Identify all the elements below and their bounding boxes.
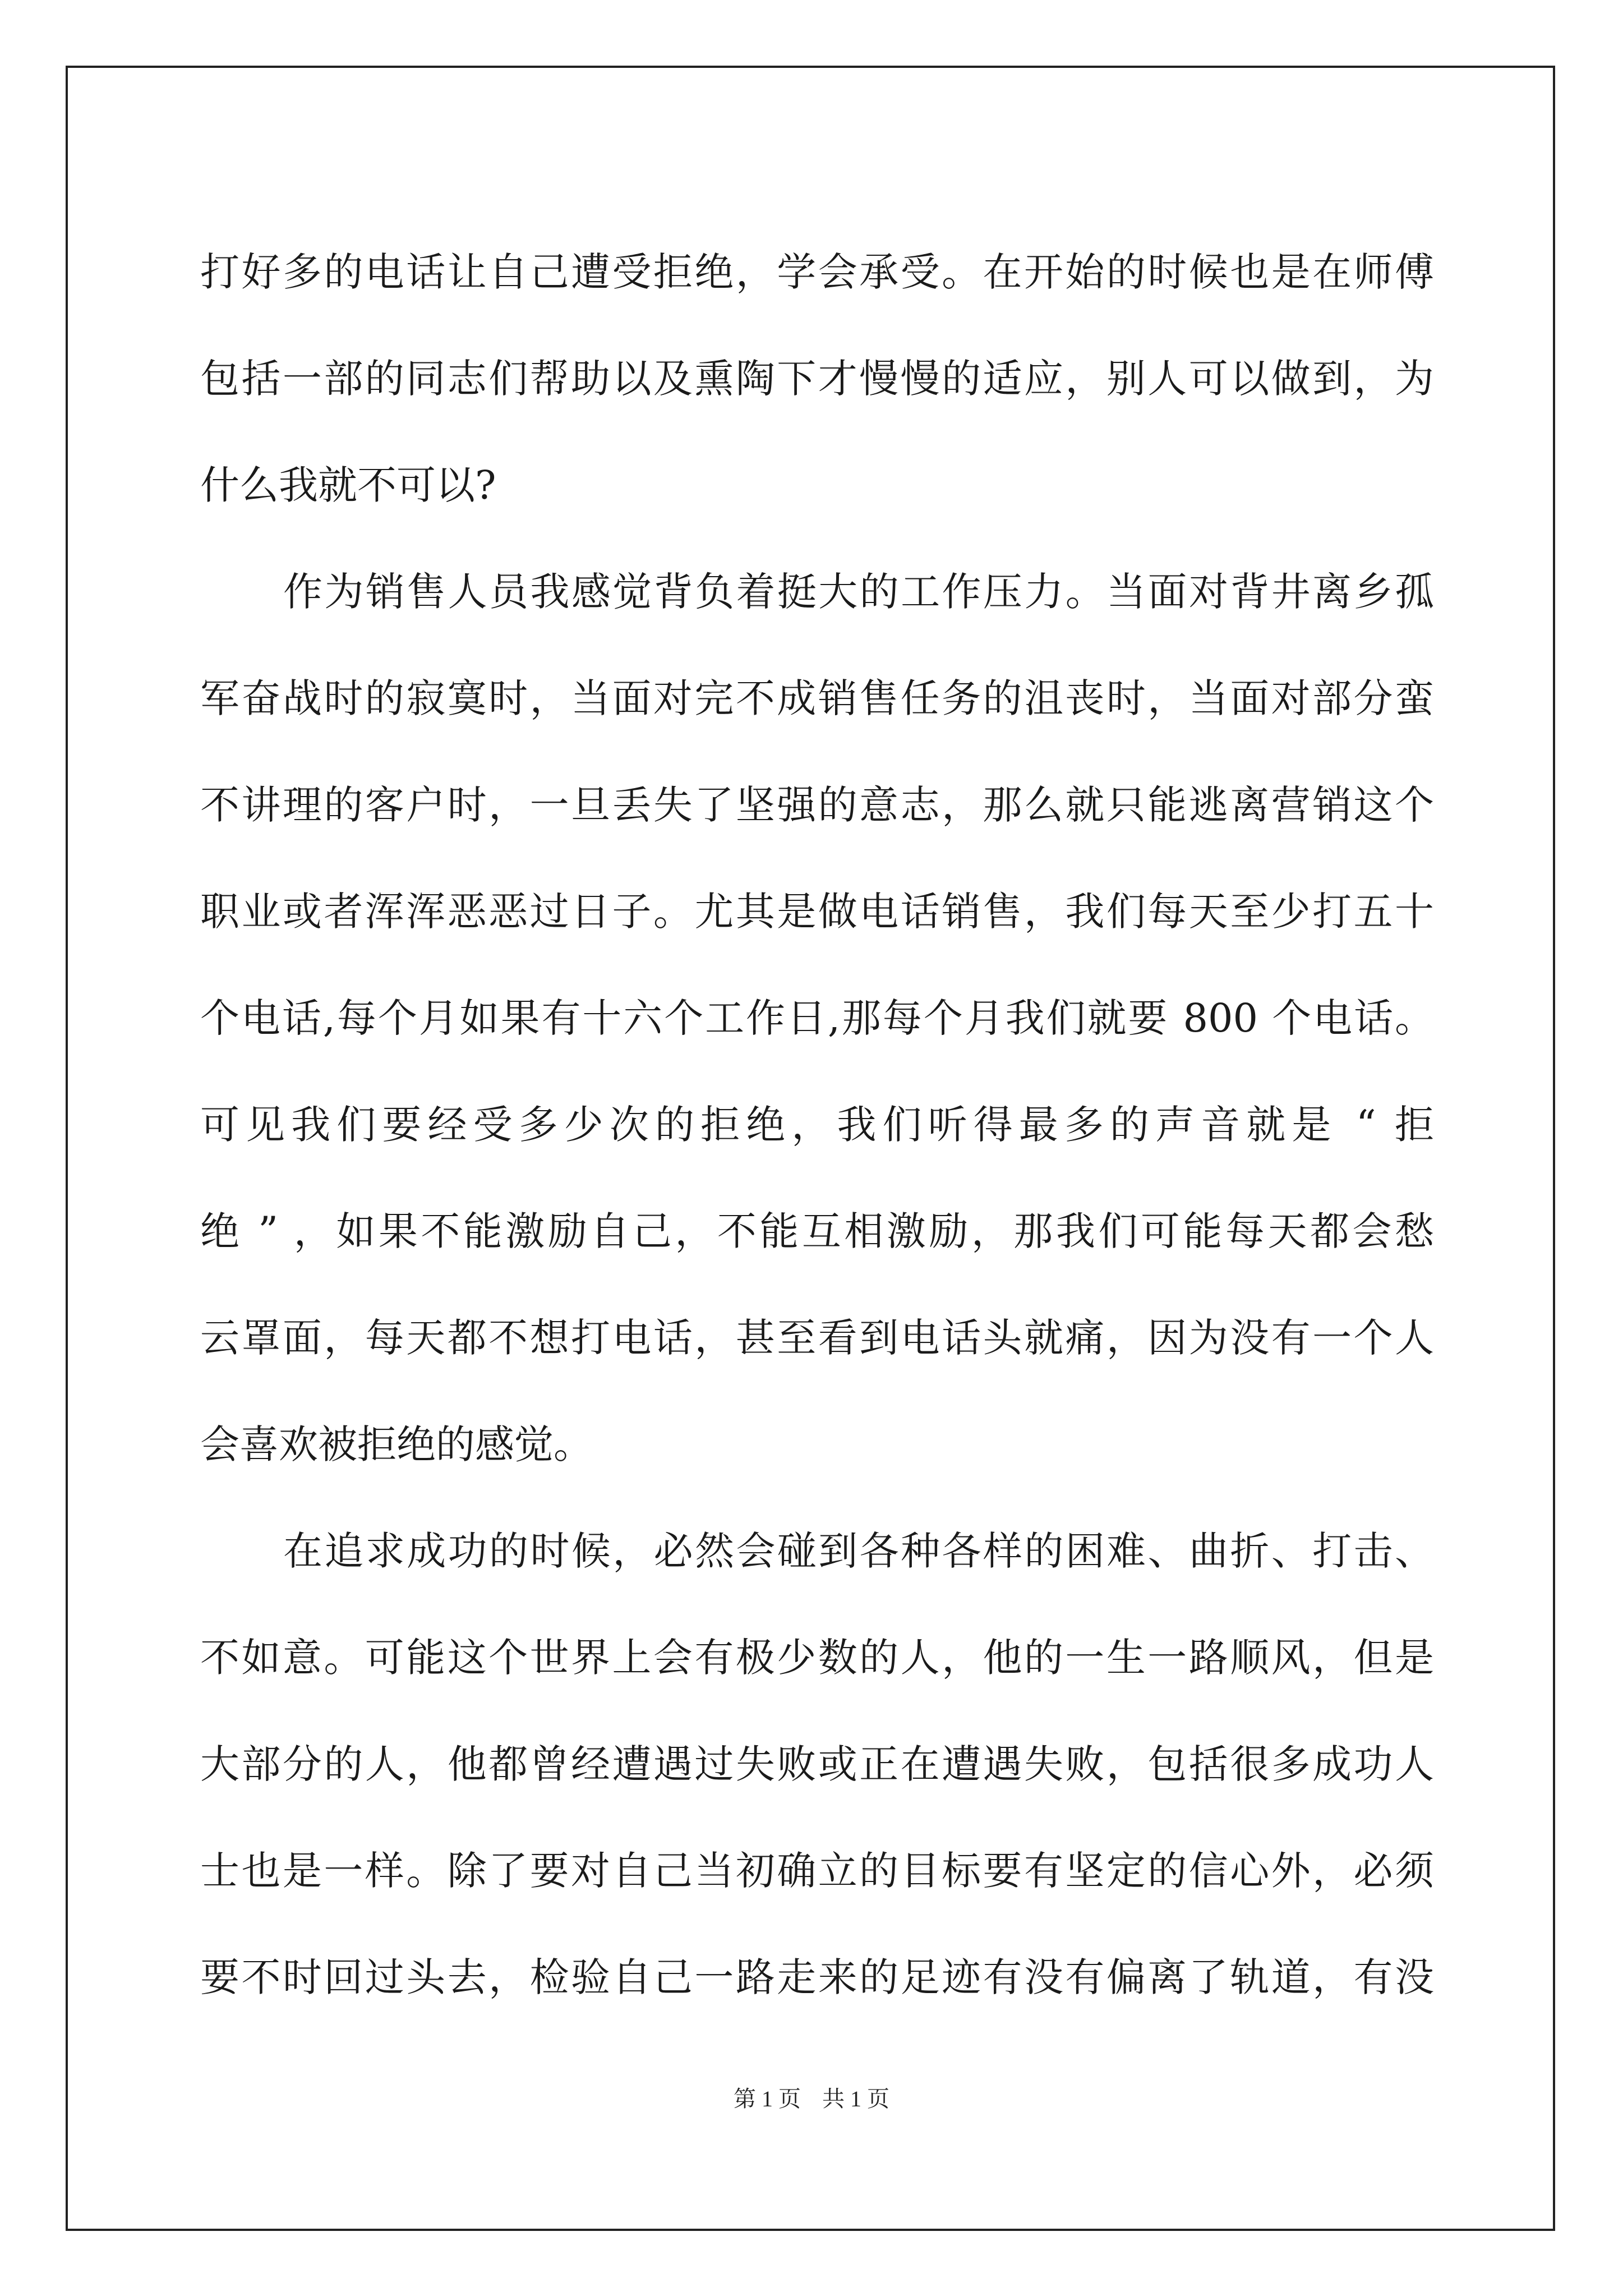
text-line: 大部分的人，他都曾经遭遇过失败或正在遭遇失败，包括很多成功人 [200, 1741, 1434, 1787]
text-line: 职业或者浑浑恶恶过日子。尤其是做电话销售，我们每天至少打五十 [200, 889, 1434, 935]
text-line: 士也是一样。除了要对自己当初确立的目标要有坚定的信心外，必须 [200, 1848, 1434, 1894]
page-footer [0, 2081, 1623, 2113]
text-line: 云罩面，每天都不想打电话，甚至看到电话头就痛，因为没有一个人 [200, 1315, 1434, 1361]
text-line: 可见我们要经受多少次的拒绝，我们听得最多的声音就是 “ 拒 [200, 1102, 1434, 1148]
page-total: 共 1 页 [822, 2086, 889, 2111]
page-number: 第 1 页 [734, 2086, 801, 2111]
text-line: 不讲理的客户时，一旦丢失了坚强的意志，那么就只能逃离营销这个 [200, 782, 1434, 828]
paragraph-first-line: 在追求成功的时候，必然会碰到各种各样的困难、曲折、打击、 [283, 1528, 1434, 1574]
text-line: 会喜欢被拒绝的感觉。 [200, 1421, 593, 1467]
text-line: 个电话,每个月如果有十六个工作日,那每个月我们就要 800 个电话。 [200, 995, 1434, 1041]
document-body [200, 219, 1434, 2031]
text-line: 不如意。可能这个世界上会有极少数的人，他的一生一路顺风，但是 [200, 1635, 1434, 1681]
text-line: 军奋战时的寂寞时，当面对完不成销售任务的沮丧时，当面对部分蛮 [200, 675, 1434, 721]
text-line: 打好多的电话让自己遭受拒绝，学会承受。在开始的时候也是在师傅 [200, 249, 1434, 295]
paragraph-first-line: 作为销售人员我感觉背负着挺大的工作压力。当面对背井离乡孤 [283, 569, 1434, 615]
text-line: 什么我就不可以? [200, 462, 496, 508]
text-line: 绝 ” ，如果不能激励自己，不能互相激励，那我们可能每天都会愁 [200, 1208, 1434, 1254]
text-line: 要不时回过头去，检验自己一路走来的足迹有没有偏离了轨道，有没 [200, 1954, 1434, 2000]
text-line: 包括一部的同志们帮助以及熏陶下才慢慢的适应，别人可以做到，为 [200, 356, 1434, 402]
